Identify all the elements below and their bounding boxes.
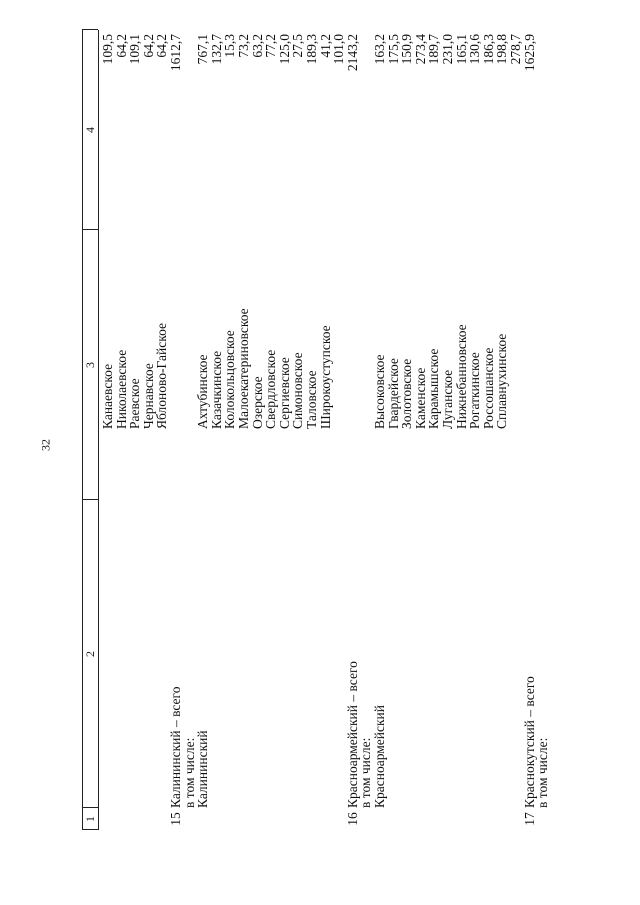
settlement-name: Луганское (440, 369, 455, 429)
row-number: 15 (168, 812, 183, 826)
value-cell: 198,8 (494, 34, 510, 65)
settlement-name: Чернавское (140, 363, 156, 429)
value-cell: 150,9 (399, 34, 415, 65)
settlement-name: Колокольцовское (222, 330, 238, 429)
settlement-name: Канаевское (100, 363, 115, 429)
value-cell: 231,0 (440, 34, 455, 65)
settlement-name: Каменское (412, 367, 428, 429)
district-name: Калининский (195, 730, 211, 808)
column-header-4: 4 (83, 127, 97, 133)
column-header-1: 1 (83, 816, 97, 822)
value-cell: 767,1 (195, 34, 211, 65)
settlement-name: Малоекатериновское (236, 308, 251, 429)
value-cell: 165,1 (453, 34, 469, 65)
column-header-3: 3 (83, 362, 97, 368)
settlement-name: Высоковское (372, 354, 387, 429)
value-cell: 64,2 (154, 34, 170, 58)
value-cell: 175,5 (385, 34, 401, 65)
value-cell: 2143,2 (344, 34, 360, 72)
settlement-name: Свердловское (263, 349, 279, 429)
settlement-name: Россошанское (480, 347, 496, 429)
settlement-name: Симоновское (290, 352, 306, 429)
value-cell: 189,3 (304, 34, 319, 65)
district-name: в том числе: (181, 737, 197, 808)
district-name: в том числе: (358, 737, 374, 808)
value-cell: 73,2 (236, 34, 251, 58)
settlement-name: Сергиевское (276, 357, 292, 429)
value-cell: 63,2 (249, 34, 265, 58)
settlement-name: Таловское (304, 370, 319, 429)
district-name: Краснокутский – всего (521, 676, 537, 808)
value-cell: 163,2 (372, 34, 387, 65)
page-number: 32 (38, 439, 53, 451)
value-cell: 273,4 (412, 34, 428, 65)
header-bottom-border (98, 30, 99, 830)
value-cell: 109,5 (100, 34, 115, 65)
rotated-table (82, 30, 640, 830)
settlement-name: Раевское (127, 378, 143, 429)
district-name: Красноармейский (372, 704, 387, 808)
value-cell: 125,0 (276, 34, 292, 65)
district-name: в том числе: (535, 737, 551, 808)
settlement-name: Ахтубинское (195, 354, 211, 429)
settlement-name: Нижнебанновское (453, 324, 469, 429)
value-cell: 109,1 (127, 34, 143, 65)
settlement-name: Гвардейское (385, 358, 401, 429)
row-number: 16 (344, 812, 360, 826)
value-cell: 132,7 (208, 34, 224, 65)
column-header-2: 2 (83, 651, 97, 657)
district-name: Калининский – всего (168, 686, 183, 808)
settlement-name: Золотовское (399, 358, 415, 429)
settlement-name: Карамышское (426, 348, 442, 429)
value-cell: 278,7 (508, 34, 523, 65)
row-number: 17 (521, 812, 537, 826)
value-cell: 186,3 (480, 34, 496, 65)
value-cell: 130,6 (467, 34, 483, 65)
value-cell: 41,2 (317, 34, 333, 58)
value-cell: 101,0 (331, 34, 347, 65)
value-cell: 77,2 (263, 34, 279, 58)
settlement-name: Казачкинское (208, 350, 224, 429)
value-cell: 27,5 (290, 34, 306, 58)
settlement-name: Озерское (249, 376, 265, 429)
settlement-name: Николаевское (113, 349, 129, 429)
settlement-name: Яблоново-Гайское (154, 323, 170, 429)
settlement-name: Сплавнухинское (494, 333, 510, 429)
value-cell: 1612,7 (168, 34, 183, 72)
settlement-name: Рогаткинское (467, 352, 483, 429)
value-cell: 64,2 (113, 34, 129, 58)
value-cell: 15,3 (222, 34, 238, 58)
district-name: Красноармейский – всего (344, 661, 360, 808)
settlement-name: Широкоуступское (317, 325, 333, 429)
value-cell: 64,2 (140, 34, 156, 58)
value-cell: 1625,9 (521, 34, 537, 72)
value-cell: 189,7 (426, 34, 442, 65)
